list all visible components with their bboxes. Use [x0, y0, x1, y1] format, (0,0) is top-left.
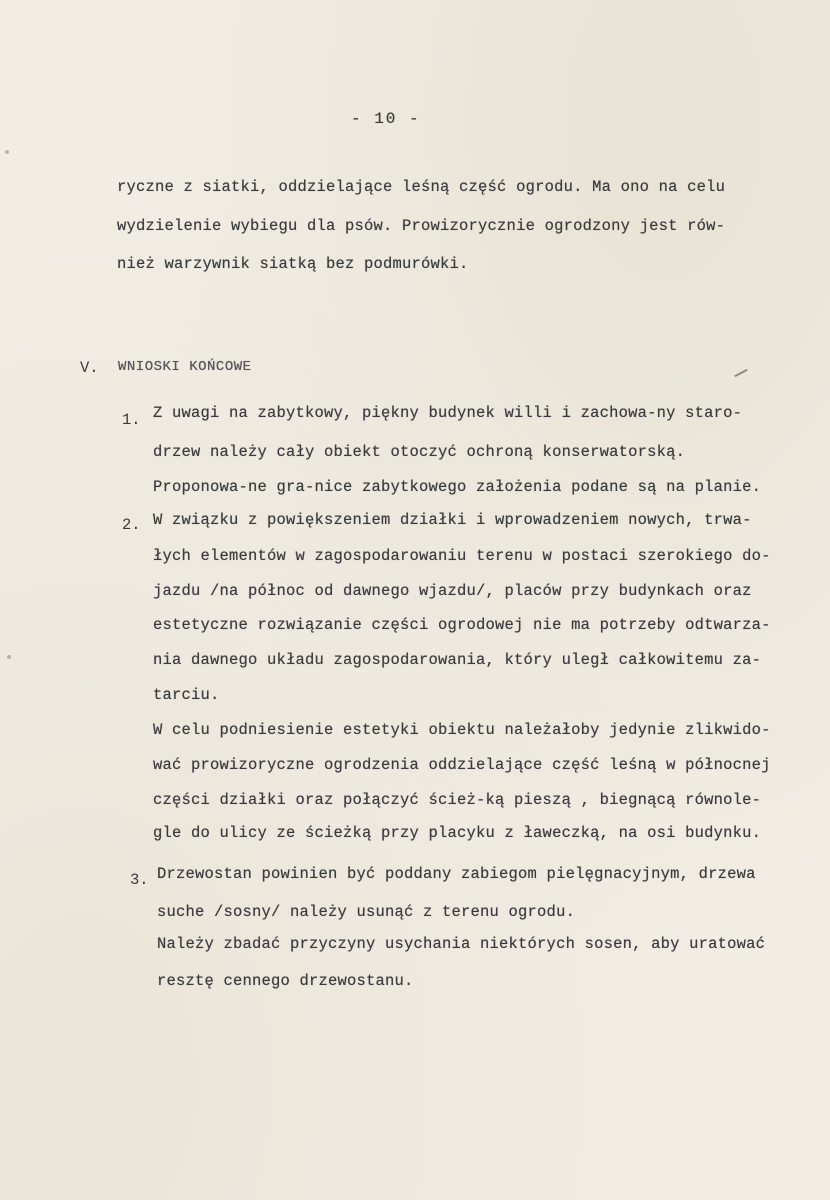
- paper-speck: [7, 655, 11, 659]
- paper-speck: [5, 150, 9, 154]
- item-line: nia dawnego układu zagospodarowania, który uległ całkowitemu za-: [153, 651, 762, 669]
- item-marker: 2.: [122, 516, 141, 534]
- margin-pencil-mark: [734, 369, 747, 377]
- intro-line: ryczne z siatki, oddzielające leśną część ogrodu. Ma ono na celu: [117, 178, 726, 196]
- intro-line: wydzielenie wybiegu dla psów. Prowizorycznie ogrodzony jest rów-: [117, 217, 726, 235]
- item-line: Z uwagi na zabytkowy, piękny budynek willi i zachowa-ny staro-: [153, 404, 743, 422]
- item-line: wać prowizoryczne ogrodzenia oddzielające część leśną w północnej: [153, 756, 771, 774]
- item-line: łych elementów w zagospodarowaniu terenu w postaci szerokiego do-: [153, 547, 771, 565]
- item-marker: 3.: [130, 871, 149, 889]
- item-marker: 1.: [122, 411, 141, 429]
- item-line: W związku z powiększeniem działki i wprowadzeniem nowych, trwa-: [153, 511, 752, 529]
- item-line: resztę cennego drzewostanu.: [157, 972, 414, 990]
- item-line: Proponowa-ne gra-nice zabytkowego założenia podane są na planie.: [153, 478, 762, 496]
- item-line: części działki oraz połączyć ścież-ką pieszą , biegnącą równole-: [153, 791, 762, 809]
- item-line: jazdu /na północ od dawnego wjazdu/, placów przy budynkach oraz: [153, 582, 752, 600]
- item-line: tarciu.: [153, 686, 220, 704]
- page-number: - 10 -: [351, 110, 421, 128]
- item-line: estetyczne rozwiązanie części ogrodowej nie ma potrzeby odtwarza-: [153, 616, 771, 634]
- item-line: gle do ulicy ze ścieżką przy placyku z ławeczką, na osi budynku.: [153, 824, 762, 842]
- intro-line: nież warzywnik siatką bez podmurówki.: [117, 255, 469, 273]
- item-line: Drzewostan powinien być poddany zabiegom pielęgnacyjnym, drzewa: [157, 865, 756, 883]
- item-line: W celu podniesienie estetyki obiektu należałoby jedynie zlikwido-: [153, 721, 771, 739]
- item-line: suche /sosny/ należy usunąć z terenu ogrodu.: [157, 903, 576, 921]
- section-title: WNIOSKI KOŃCOWE: [118, 359, 252, 375]
- section-number: V.: [80, 359, 99, 377]
- item-line: Należy zbadać przyczyny usychania niektórych sosen, aby uratować: [157, 935, 766, 953]
- item-line: drzew należy cały obiekt otoczyć ochroną konserwatorską.: [153, 443, 686, 461]
